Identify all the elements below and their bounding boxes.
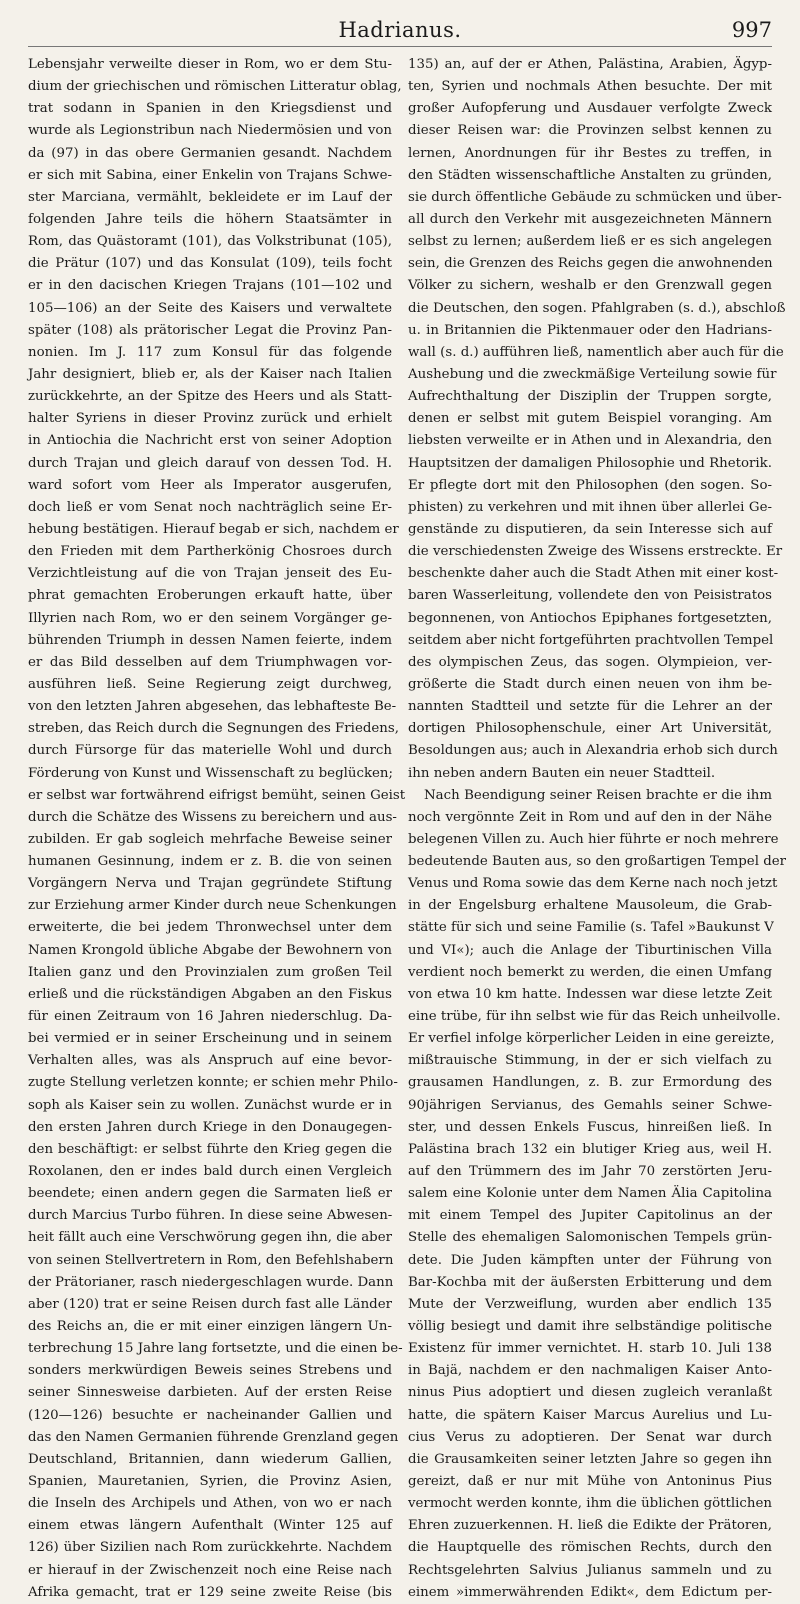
text-line: ihn neben andern Bauten ein neuer Stadtteil. [408, 765, 716, 781]
text-line: Italien ganz und den Provinzialen zum großen Teil [28, 964, 392, 980]
text-line: dortigen Philosophenschule, einer Art Universität, [408, 721, 772, 737]
text-line: grausamen Handlungen, z. B. zur Ermordung des [408, 1075, 772, 1091]
text-line: seitdem aber nicht fortgeführten prachtvollen Tempel [408, 632, 774, 648]
text-line: zubilden. Er gab sogleich mehrfache Beweise seiner [28, 831, 392, 847]
text-line: durch Trajan und gleich darauf von dessen Tod. H. [28, 455, 392, 471]
text-line: dieser Reisen war: die Provinzen selbst kennen zu [408, 123, 772, 139]
text-line: sein, die Grenzen des Reichs gegen die anwohnenden [408, 256, 773, 272]
text-line: dium der griechischen und römischen Litteratur oblag, [28, 79, 402, 95]
text-line: später (108) als prätorischer Legat die Provinz Pan- [28, 322, 392, 338]
running-head [28, 18, 772, 47]
text-line: dete. Die Juden kämpften unter der Führung von [408, 1252, 772, 1268]
text-line: hebung bestätigen. Hierauf begab er sich, nachdem er [28, 521, 399, 537]
text-line: die Hauptquelle des römischen Rechts, durch den [408, 1540, 772, 1556]
text-line: in Bajä, nachdem er den nachmaligen Kaiser Anto- [408, 1363, 772, 1379]
text-line: Mute der Verzweiflung, wurden aber endlich 135 [408, 1296, 772, 1312]
text-line: Förderung von Kunst und Wissenschaft zu beglücken; [28, 765, 394, 781]
text-line: Deutschland, Britannien, dann wiederum Gallien, [28, 1451, 392, 1467]
text-line: den beschäftigt: er selbst führte den Krieg gegen die [28, 1141, 392, 1157]
text-line: cius Verus zu adoptieren. Der Senat war durch [408, 1429, 772, 1445]
text-line: durch die Schätze des Wissens zu bereichern und aus- [28, 809, 397, 825]
text-line: einem »immerwährenden Edikt«, dem Edictum per- [408, 1584, 772, 1600]
text-line: begonnenen, von Antiochos Epiphanes fortgesetzten, [408, 610, 772, 626]
text-line: durch Marcius Turbo führen. In diese seine Abwesen- [28, 1208, 393, 1224]
text-line: ten, Syrien und nochmals Athen besuchte. Der mit [408, 79, 772, 95]
text-line: aber (120) trat er seine Reisen durch fast alle Länder [28, 1296, 392, 1312]
text-line: Venus und Roma sowie das dem Kerne nach noch jetzt [408, 876, 778, 892]
text-line: Afrika gemacht, trat er 129 seine zweite Reise (bis [28, 1584, 392, 1600]
text-line: großer Aufopferung und Ausdauer verfolgte Zweck [408, 101, 772, 117]
text-line: halter Syriens in dieser Provinz zurück und erhielt [28, 411, 392, 427]
text-line: Hauptsitzen der damaligen Philosophie und Rhetorik. [408, 455, 772, 471]
text-line: die Prätur (107) und das Konsulat (109), teils focht [28, 256, 392, 272]
text-line: Besoldungen aus; auch in Alexandria erhob sich durch [408, 743, 778, 759]
text-line: er in den dacischen Kriegen Trajans (101—102 und [28, 278, 392, 294]
text-line: bührenden Triumph in dessen Namen feierte, indem [28, 632, 392, 648]
text-line: er selbst war fortwährend eifrigst bemüht, seinen Geist [28, 787, 406, 803]
text-line: Er verfiel infolge körperlicher Leiden in eine gereizte, [408, 1031, 775, 1047]
text-line: die Grausamkeiten seiner letzten Jahre so gegen ihn [408, 1451, 772, 1467]
text-line: nannten Stadtteil und setzte für die Lehrer an der [408, 699, 772, 715]
text-line: Völker zu sichern, weshalb er den Grenzwall gegen [408, 278, 772, 294]
text-columns [28, 54, 787, 1600]
text-line: humanen Gesinnung, indem er z. B. die von seinen [28, 854, 392, 870]
text-line: belegenen Villen zu. Auch hier führte er noch mehrere [408, 831, 779, 847]
text-line: Aufrechthaltung der Disziplin der Truppen sorgte, [408, 389, 772, 405]
text-line: Verzichtleistung auf die von Trajan jenseit des Eu- [28, 566, 392, 582]
text-line: ninus Pius adoptiert und diesen zugleich veranlaßt [408, 1385, 772, 1401]
text-line: lernen, Anordnungen für ihr Bestes zu treffen, in [408, 145, 772, 161]
text-line: von seinen Stellvertretern in Rom, den Befehlshabern [28, 1252, 394, 1268]
text-line: die Inseln des Archipels und Athen, von wo er nach [28, 1496, 392, 1512]
text-line: mit einem Tempel des Jupiter Capitolinus an der [408, 1208, 772, 1224]
text-line: die verschiedensten Zweige des Wissens erstreckte. Er [408, 544, 783, 560]
text-line: mißtrauische Stimmung, in der er sich vielfach zu [408, 1053, 772, 1069]
text-line: all durch den Verkehr mit ausgezeichneten Männern [408, 211, 772, 227]
text-line: genstände zu disputieren, da sein Interesse sich auf [408, 521, 772, 537]
text-line: seiner Sinnesweise darbieten. Auf der ersten Reise [28, 1385, 392, 1401]
text-line: Spanien, Mauretanien, Syrien, die Provinz Asien, [28, 1474, 392, 1489]
text-line: er sich mit Sabina, einer Enkelin von Trajans Schwe- [28, 167, 392, 183]
text-line: Ehren zuzuerkennen. H. ließ die Edikte der Prätoren, [408, 1518, 772, 1534]
page-title: Hadrianus. [338, 18, 462, 42]
text-line: zugte Stellung verletzen konnte; er schien mehr Philo- [28, 1075, 398, 1091]
text-line: in der Engelsburg erhaltene Mausoleum, die Grab- [408, 898, 772, 914]
text-line: trat sodann in Spanien in den Kriegsdienst und [28, 101, 392, 117]
text-line: phisten) zu verkehren und mit ihnen über allerlei Ge- [408, 499, 772, 515]
text-line: erweiterte, die bei jedem Thronwechsel unter dem [28, 920, 392, 936]
text-line: die Deutschen, den sogen. Pfahlgraben (s. d.), abschloß [408, 300, 786, 316]
text-line: zur Erziehung armer Kinder durch neue Schenkungen [28, 898, 397, 914]
text-line: das den Namen Germanien führende Grenzland gegen [28, 1429, 399, 1445]
document-page [28, 18, 787, 1600]
text-line: einem etwas längern Aufenthalt (Winter 125 auf [28, 1518, 392, 1534]
right-column [408, 54, 787, 1600]
text-line: (120—126) besuchte er nacheinander Gallien und [28, 1407, 392, 1423]
text-line: Rechtsgelehrten Salvius Julianus sammeln und zu [408, 1562, 772, 1578]
text-line: Stelle des ehemaligen Salomonischen Tempels grün- [408, 1230, 772, 1246]
text-line: ster, und dessen Enkels Fuscus, hinreißen ließ. In [408, 1119, 772, 1135]
text-line: nonien. Im J. 117 zum Konsul für das folgende [28, 344, 392, 360]
page-number: 997 [731, 18, 772, 42]
text-line: doch ließ er vom Senat noch nachträglich seine Er- [28, 499, 392, 515]
text-line: von den letzten Jahren abgesehen, das lebhafteste Be- [28, 699, 397, 715]
text-line: Bar-Kochba mit der äußersten Erbitterung und dem [408, 1274, 772, 1290]
text-line: folgenden Jahre teils die höhern Staatsämter in [28, 211, 392, 227]
text-line: ster Marciana, vermählt, bekleidete er im Lauf der [28, 189, 392, 205]
text-line: hatte, die spätern Kaiser Marcus Aurelius und Lu- [408, 1407, 772, 1423]
text-line: er das Bild desselben auf dem Triumphwagen vor- [28, 654, 392, 670]
text-line: des olympischen Zeus, das sogen. Olympieion, ver- [408, 654, 772, 670]
text-line: Lebensjahr verweilte dieser in Rom, wo er dem Stu- [28, 57, 392, 72]
text-line: den Städten wissenschaftliche Anstalten zu gründen, [408, 167, 772, 183]
text-line: völlig besiegt und damit ihre selbständige politische [408, 1319, 772, 1335]
text-line: wurde als Legionstribun nach Niedermösien und von [28, 123, 392, 139]
text-line: er hierauf in der Zwischenzeit noch eine Reise nach [28, 1562, 392, 1578]
text-line: durch Fürsorge für das materielle Wohl und durch [28, 743, 392, 759]
text-line: den ersten Jahren durch Kriege in den Donaugegen- [28, 1119, 392, 1135]
text-line: ward sofort vom Heer als Imperator ausgerufen, [28, 477, 392, 493]
text-line: für einen Zeitraum von 16 Jahren niederschlug. Da- [28, 1009, 392, 1025]
text-line: zurückkehrte, an der Spitze des Heers und als Statt- [28, 389, 392, 405]
text-line: heit fällt auch eine Verschwörung gegen ihn, die aber [28, 1230, 392, 1246]
text-line: soph als Kaiser sein zu wollen. Zunächst wurde er in [28, 1097, 392, 1113]
text-line: bei vermied er in seiner Erscheinung und in seinem [28, 1031, 392, 1047]
text-line: Roxolanen, den er indes bald durch einen Vergleich [28, 1164, 392, 1180]
text-line: Nach Beendigung seiner Reisen brachte er die ihm [424, 787, 772, 803]
text-line: streben, das Reich durch die Segnungen des Friedens, [28, 721, 399, 737]
text-line: Existenz für immer vernichtet. H. starb 10. Juli 138 [408, 1341, 772, 1357]
text-line: salem eine Kolonie unter dem Namen Älia Capitolina [408, 1186, 772, 1202]
text-line: 135) an, auf der er Athen, Palästina, Arabien, Ägyp- [408, 57, 772, 72]
text-line: von etwa 10 km hatte. Indessen war diese letzte Zeit [408, 986, 772, 1002]
text-line: 105—106) an der Seite des Kaisers und verwaltete [28, 300, 392, 316]
text-line: eine trübe, für ihn selbst wie für das Reich unheilvolle. [408, 1009, 781, 1025]
text-line: Aushebung und die zweckmäßige Verteilung sowie für [408, 366, 777, 382]
text-line: liebsten verweilte er in Athen und in Alexandria, den [408, 433, 772, 449]
text-line: 90jährigen Servianus, des Gemahls seiner Schwe- [408, 1097, 772, 1113]
left-column [28, 54, 406, 1600]
text-line: Er pflegte dort mit den Philosophen (den sogen. So- [408, 477, 772, 493]
text-line: der Prätorianer, rasch niedergeschlagen wurde. Dann [28, 1274, 394, 1290]
text-line: Illyrien nach Rom, wo er den seinem Vorgänger ge- [28, 610, 392, 626]
text-line: beendete; einen andern gegen die Sarmaten ließ er [28, 1186, 392, 1202]
text-line: verdient noch bemerkt zu werden, die einen Umfang [408, 964, 772, 980]
text-line: stätte für sich und seine Familie (s. Tafel »Baukunst V [408, 920, 774, 936]
text-line: bedeutende Bauten aus, so den großartigen Tempel der [408, 854, 787, 870]
text-line: Jahr designiert, blieb er, als der Kaiser nach Italien [28, 366, 392, 382]
text-line: baren Wasserleitung, vollendete den von Peisistratos [408, 588, 772, 604]
text-line: noch vergönnte Zeit in Rom und auf den in der Nähe [408, 809, 772, 825]
text-line: Verhalten alles, was als Anspruch auf eine bevor- [28, 1053, 392, 1069]
text-line: des Reichs an, die er mit einer einzigen längern Un- [28, 1319, 392, 1335]
text-line: sie durch öffentliche Gebäude zu schmücken und über- [408, 189, 782, 205]
text-line: u. in Britannien die Piktenmauer oder den Hadrians- [408, 322, 772, 338]
text-line: in Antiochia die Nachricht erst von seiner Adoption [28, 433, 392, 449]
text-line: gereizt, daß er nur mit Mühe von Antoninus Pius [408, 1474, 772, 1489]
text-line: beschenkte daher auch die Stadt Athen mit einer kost- [408, 566, 779, 582]
text-line: sonders merkwürdigen Beweis seines Strebens und [28, 1363, 392, 1379]
text-line: und VI«); auch die Anlage der Tiburtinischen Villa [408, 942, 772, 958]
text-line: vermocht werden konnte, ihm die üblichen göttlichen [408, 1496, 772, 1512]
text-line: phrat gemachten Eroberungen erkauft hatte, über [28, 588, 392, 604]
text-line: Namen Krongold übliche Abgabe der Bewohnern von [28, 942, 392, 958]
text-line: größerte die Stadt durch einen neuen von ihm be- [408, 676, 772, 692]
text-line: Vorgängern Nerva und Trajan gegründete Stiftung [28, 876, 392, 892]
text-line: selbst zu lernen; außerdem ließ er es sich angelegen [408, 234, 772, 250]
text-line: Rom, das Quästoramt (101), das Volkstribunat (105), [28, 234, 392, 250]
text-line: da (97) in das obere Germanien gesandt. Nachdem [28, 145, 392, 161]
text-line: Palästina brach 132 ein blutiger Krieg aus, weil H. [408, 1141, 772, 1157]
text-line: auf den Trümmern des im Jahr 70 zerstörten Jeru- [408, 1164, 772, 1180]
text-line: erließ und die rückständigen Abgaben an den Fiskus [28, 986, 392, 1002]
text-line: den Frieden mit dem Partherkönig Chosroes durch [28, 544, 392, 560]
text-line: 126) über Sizilien nach Rom zurückkehrte. Nachdem [28, 1540, 392, 1556]
text-line: ausführen ließ. Seine Regierung zeigt durchweg, [28, 676, 392, 692]
text-line: terbrechung 15 Jahre lang fortsetzte, und die einen be- [28, 1341, 403, 1357]
text-line: wall (s. d.) aufführen ließ, namentlich aber auch für die [408, 344, 784, 360]
text-line: denen er selbst mit gutem Beispiel voranging. Am [408, 411, 772, 427]
